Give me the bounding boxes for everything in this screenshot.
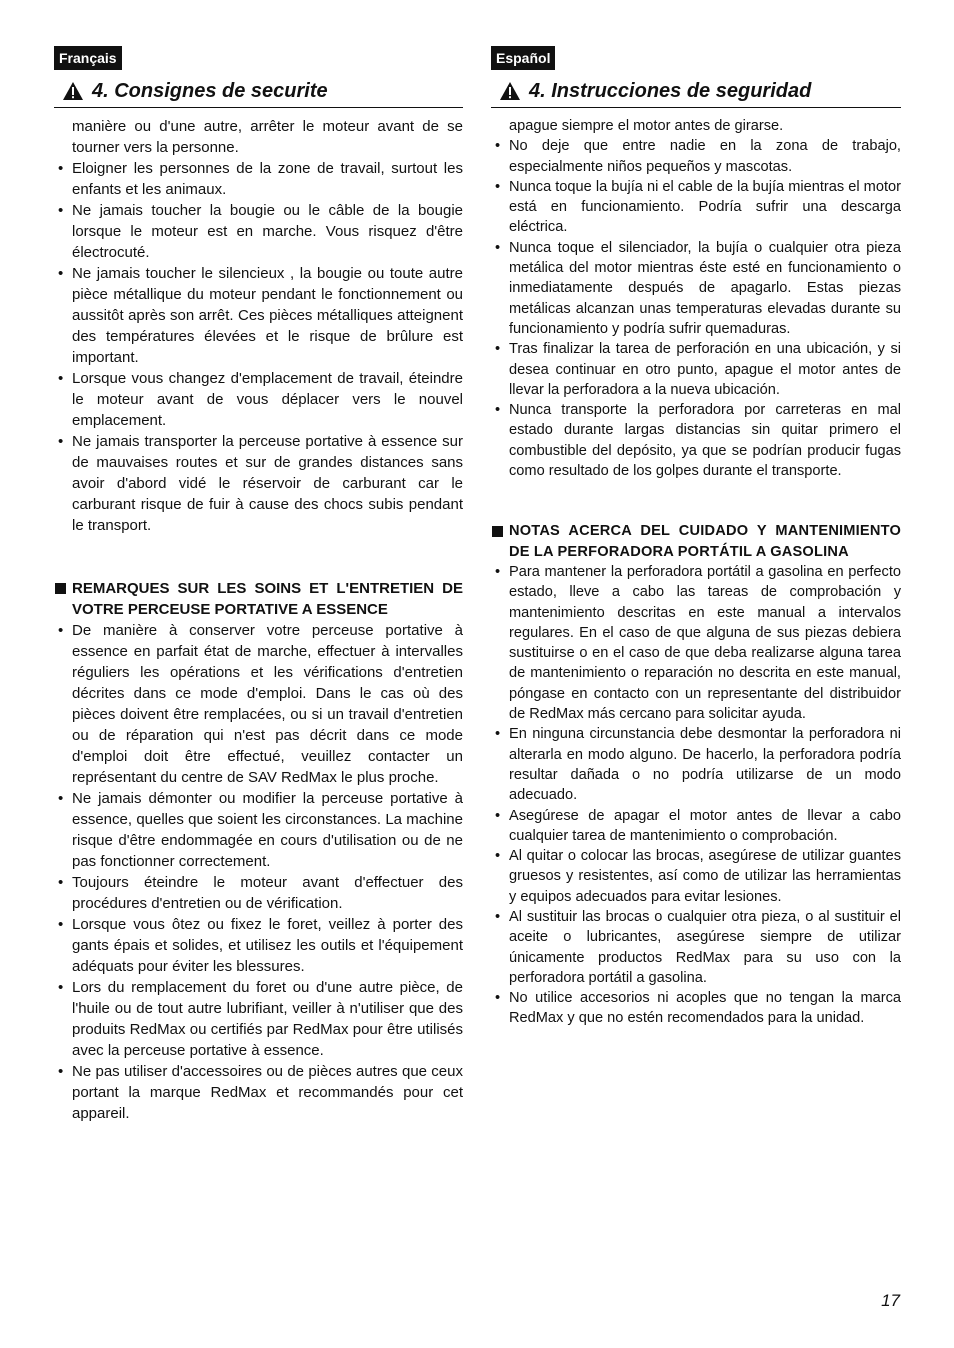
list-item: • Ne jamais toucher le silencieux , la bougie ou toute autre pièce métallique du moteur pendant le fonctionnement ou aussitôt après son arrêt. Ces pièces métalliques atteignent des températures élevées et le risque de brûlure est important. <box>54 263 463 368</box>
list-item: • Lorsque vous changez d'emplacement de travail, éteindre le moteur avant de vous déplacer vers le nouvel emplacement. <box>54 368 463 431</box>
safety-list <box>491 136 901 481</box>
list-item: • No deje que entre nadie en la zona de trabajo, especialmente niños pequeños y mascotas. <box>491 136 901 177</box>
section-heading: REMARQUES SUR LES SOINS ET L'ENTRETIEN DE VOTRE PERCEUSE PORTATIVE A ESSENCE <box>54 578 463 620</box>
maintenance-list <box>54 620 463 1124</box>
list-item: • Ne jamais transporter la perceuse portative à essence sur de mauvaises routes et sur de grandes distances sans avoir d'abord vidé le réservoir de carburant car le carburant risque de fuir à cause des chocs subis pendant le transport. <box>54 431 463 536</box>
intro-continuation: apague siempre el motor antes de girarse. <box>509 118 784 134</box>
list-item: • De manière à conserver votre perceuse portative à essence en parfait état de marche, effectuer à intervalles réguliers les opérations et les vérifications d'entretien décrites dans ce mode d'emploi. Dans le cas où des pièces doivent être remplacées, ou si un travail d'entretien ou de réparation qui n'est pas décrit dans ce mode d'emploi doit être effectué, veuillez contacter un représentant du centre de SAV RedMax le plus proche. <box>54 620 463 788</box>
list-item: • Nunca toque la bujía ni el cable de la bujía mientras el motor está en funcionamiento. Podría sufrir una descarga eléctrica. <box>491 177 901 238</box>
section-heading: NOTAS ACERCA DEL CUIDADO Y MANTENIMIENTO DE LA PERFORADORA PORTÁTIL A GASOLINA <box>491 521 901 562</box>
warning-triangle-icon <box>499 81 521 101</box>
intro-continuation: manière ou d'une autre, arrêter le moteur avant de se tourner vers la personne. <box>72 118 463 156</box>
safety-list <box>54 158 463 536</box>
spanish-column <box>491 46 901 1029</box>
list-item: • Lorsque vous ôtez ou fixez le foret, veillez à porter des gants épais et solides, et utilisez les outils et l'équipement adéquats pour éviter les blessures. <box>54 914 463 977</box>
language-tag-spanish: Español <box>491 46 555 70</box>
list-item: • Toujours éteindre le moteur avant d'effectuer des procédures d'entretien ou de vérification. <box>54 872 463 914</box>
maintenance-list <box>491 562 901 1029</box>
list-item: • Al quitar o colocar las brocas, asegúrese de utilizar guantes gruesos y resistentes, así como de utilizar las herramientas y equipos adecuados para evitar lesiones. <box>491 846 901 907</box>
list-item: • Lors du remplacement du foret ou d'une autre pièce, de l'huile ou de tout autre lubrifiant, veiller à n'utiliser que des produits RedMax ou certifiés par RedMax pour être utilisés avec la perceuse portative à essence. <box>54 977 463 1061</box>
list-item: • Para mantener la perforadora portátil a gasolina en perfecto estado, lleve a cabo las tareas de comprobación y mantenimiento descritas en este manual a intervalos regulares. En el caso de que alguna de sus piezas debiera sustituirse o en el caso de que deba realizarse alguna tarea de mantenimiento o reparación no descrita en este manual, póngase en contacto con un representante del distribuidor de RedMax más cercano para solicitar ayuda. <box>491 562 901 724</box>
warning-triangle-icon <box>62 81 84 101</box>
list-item: • Tras finalizar la tarea de perforación en una ubicación, y si desea continuar en otro punto, apague el motor antes de llevar la perforadora a la nueva ubicación. <box>491 339 901 400</box>
section-header-french <box>54 75 463 108</box>
list-item: • Nunca toque el silenciador, la bujía o cualquier otra pieza metálica del motor mientras éste esté en funcionamiento o inmediatamente después de apagarlo. Estas piezas metálicas alcanzan unas temperaturas elevadas durante su funcionamiento y podría sufrir quemaduras. <box>491 238 901 339</box>
section-header-spanish <box>491 75 901 108</box>
list-item: • Ne jamais toucher la bougie ou le câble de la bougie lorsque le moteur est en marche. Vous risquez d'être électrocuté. <box>54 200 463 263</box>
list-item: • Ne jamais démonter ou modifier la perceuse portative à essence, quelles que soient les circonstances. La machine risque d'être endommagée en cours d'utilisation ou de ne pas fonctionner correctement. <box>54 788 463 872</box>
page-number: 17 <box>881 1291 900 1310</box>
list-item: • Ne pas utiliser d'accessoires ou de pièces autres que ceux portant la marque RedMax et recommandés pour cet appareil. <box>54 1061 463 1124</box>
square-bullet-icon <box>492 526 503 537</box>
list-item: • No utilice accesorios ni acoples que no tengan la marca RedMax y que no estén recomendados para la unidad. <box>491 988 901 1029</box>
list-item: • En ninguna circunstancia debe desmontar la perforadora ni alterarla en modo alguno. De hacerlo, la perforadora podría resultar dañada o no podría utilizarse de un modo adecuado. <box>491 724 901 805</box>
list-item: • Eloigner les personnes de la zone de travail, surtout les enfants et les animaux. <box>54 158 463 200</box>
square-bullet-icon <box>55 583 66 594</box>
page-title-french: 4. Consignes de securite <box>92 80 328 102</box>
language-tag-french: Français <box>54 46 122 70</box>
list-item: • Asegúrese de apagar el motor antes de llevar a cabo cualquier tarea de mantenimiento o comprobación. <box>491 806 901 847</box>
page-title-spanish: 4. Instrucciones de seguridad <box>529 80 812 102</box>
french-column <box>54 46 463 1124</box>
list-item: • Nunca transporte la perforadora por carreteras en mal estado durante largas distancias sin quitar primero el combustible del depósito, ya que se podrían producir fugas como resultado de los golpes durante el transporte. <box>491 400 901 481</box>
list-item: • Al sustituir las brocas o cualquier otra pieza, o al sustituir el aceite o lubricantes, asegúrese siempre de utilizar únicamente productos RedMax para su uso con la perforadora portátil a gasolina. <box>491 907 901 988</box>
